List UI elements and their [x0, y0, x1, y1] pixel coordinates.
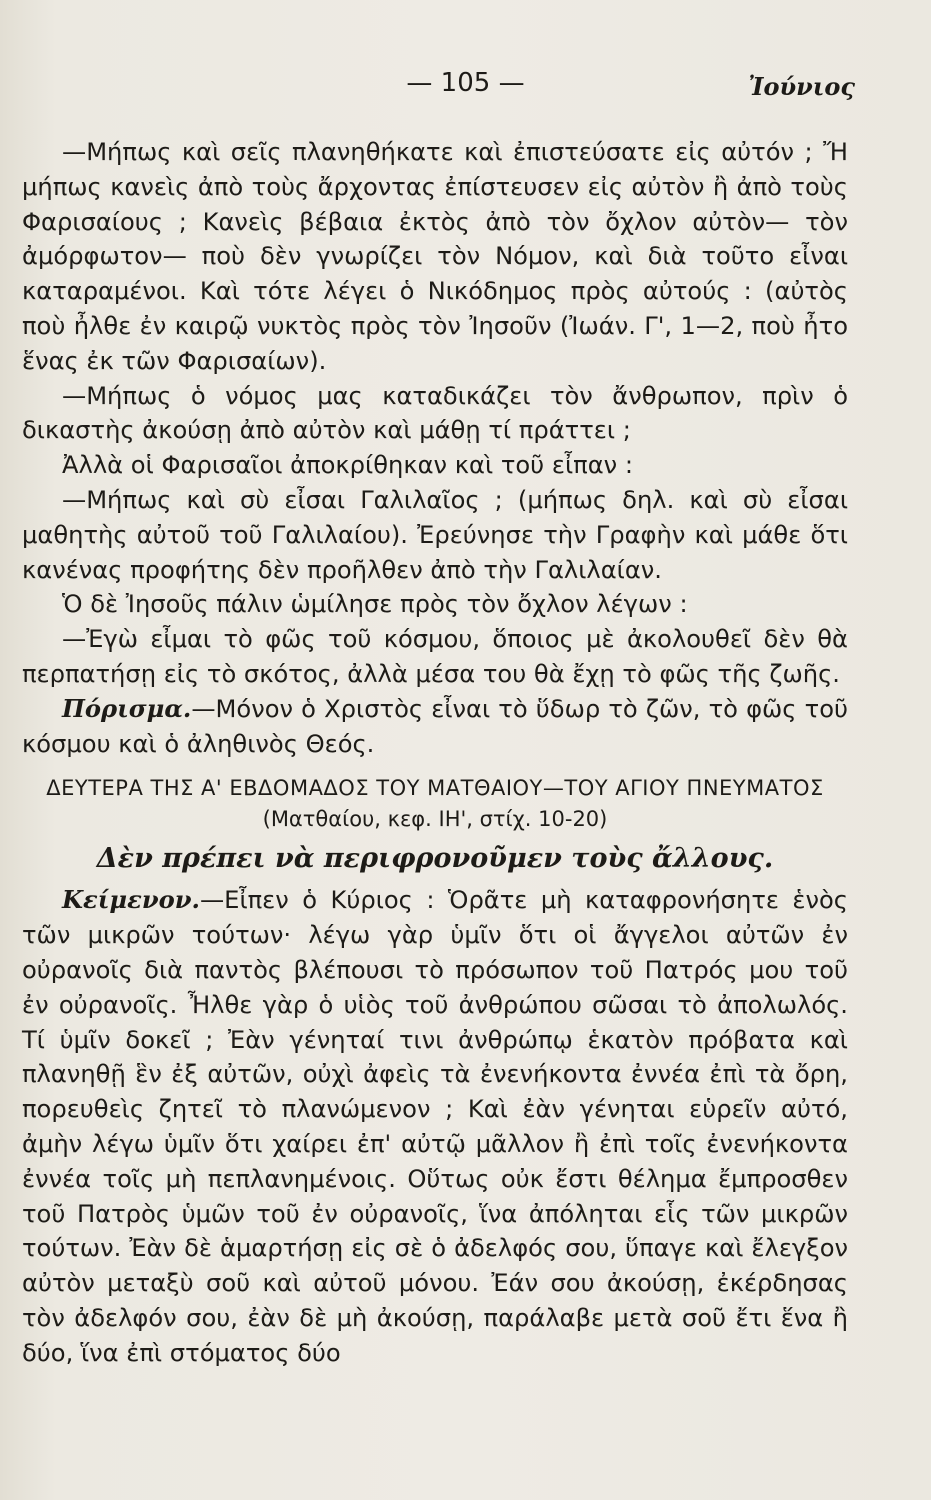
paragraph-3: Ἀλλὰ οἱ Φαρισαῖοι ἀποκρίθηκαν καὶ τοῦ εἶπαν : [62, 451, 633, 480]
keimenon-label: Κείμενον. [62, 885, 200, 915]
section-title: ΔΕΥΤΕΡΑ ΤΗΣ Α' ΕΒΔΟΜΑΔΟΣ ΤΟΥ ΜΑΤΘΑΙΟΥ—ΤΟΥ ΑΓΙΟΥ ΠΝΕΥΜΑΤΟΣ [46, 776, 824, 801]
paragraph-4: —Μήπως καὶ σὺ εἶσαι Γαλιλαῖος ; (μήπως δηλ. καὶ σὺ εἶσαι μαθητὴς αὐτοῦ τοῦ Γαλιλαίου). Ἐρεύνησε τὴν Γραφὴν καὶ μάθε ὅτι κανένας προφήτης δὲν προῆλθεν ἀπὸ τὴν Γαλιλαίαν. [22, 485, 848, 584]
paragraph-7 [22, 692, 848, 762]
paragraph-5: Ὁ δὲ Ἰησοῦς πάλιν ὡμίλησε πρὸς τὸν ὄχλον λέγων : [62, 590, 688, 619]
page-number: — 105 — [406, 68, 525, 98]
paragraph-8 [22, 883, 848, 1370]
running-head: Ἰούνιος [748, 72, 855, 101]
paragraph-7-text: —Μόνον ὁ Χριστὸς εἶναι τὸ ὕδωρ τὸ ζῶν, τὸ φῶς τοῦ κόσμου καὶ ὁ ἀληθινὸς Θεός. [22, 694, 848, 758]
porisma-label: Πόρισμα. [62, 693, 192, 723]
page-body [22, 135, 848, 1371]
paragraph-8-text: —Εἶπεν ὁ Κύριος : Ὁρᾶτε μὴ καταφρονήσητε ἑνὸς τῶν μικρῶν τούτων· λέγω γὰρ ὑμῖν ὅτι οἱ ἄγγελοι αὐτῶν ἐν οὐρανοῖς διὰ παντὸς βλέπουσι τὸ πρόσωπον τοῦ Πατρός μου τοῦ ἐν οὐρανοῖς. Ἦλθε γὰρ ὁ υἱὸς τοῦ ἀνθρώπου σῶσαι τὸ ἀπολωλός. Τί ὑμῖν δοκεῖ ; Ἐὰν γένηταί τινι ἀνθρώπῳ ἑκατὸν πρόβατα καὶ πλανηθῇ ἓν ἐξ αὐτῶν, οὐχὶ ἀφεὶς τὰ ἐνενήκοντα ἐννέα ἐπὶ τὰ ὄρη, πορευθεὶς ζητεῖ τὸ πλανώμενον ; Καὶ ἐὰν γένηται εὑρεῖν αὐτό, ἀμὴν λέγω ὑμῖν ὅτι χαίρει ἐπ' αὐτῷ μᾶλλον ἢ ἐπὶ τοῖς ἐνενήκοντα ἐννέα τοῖς μὴ πεπλανημένοις. Οὕτως οὐκ ἔστι θέλημα ἔμπροσθεν τοῦ Πατρὸς ὑμῶν τοῦ ἐν οὐρανοῖς, ἵνα ἀπόληται εἷς τῶν μικρῶν τούτων. Ἐὰν δὲ ἁμαρτήσῃ εἰς σὲ ὁ ἀδελφός σου, ὕπαγε καὶ ἔλεγξον αὐτὸν μεταξὺ σοῦ καὶ αὐτοῦ μόνου. Ἐάν σου ἀκούσῃ, ἐκέρδησας τὸν ἀδελφόν σου, ἐὰν δὲ μὴ ἀκούσῃ, παράλαβε μετὰ σοῦ ἔτι ἕνα ἢ δύο, ἵνα ἐπὶ στόματος δύο [22, 886, 848, 1367]
page-header [0, 68, 931, 104]
paragraph-2: —Μήπως ὁ νόμος μας καταδικάζει τὸν ἄνθρωπον, πρὶν ὁ δικαστὴς ἀκούσῃ ἀπὸ αὐτὸν καὶ μάθῃ τί πράττει ; [22, 381, 848, 445]
paragraph-6: —Ἐγὼ εἶμαι τὸ φῶς τοῦ κόσμου, ὅποιος μὲ ἀκολουθεῖ δὲν θὰ περπατήσῃ εἰς τὸ σκότος, ἀλλὰ μέσα του θὰ ἔχῃ τὸ φῶς τῆς ζωῆς. [22, 625, 848, 688]
section-reference: (Ματθαίου, κεφ. ΙΗ', στίχ. 10-20) [262, 807, 608, 832]
paragraph-1: —Μήπως καὶ σεῖς πλανηθήκατε καὶ ἐπιστεύσατε εἰς αὐτόν ; Ἤ μήπως κανεὶς ἀπὸ τοὺς ἄρχοντας ἐπίστευσεν εἰς αὐτὸν ἢ ἀπὸ τοὺς Φαρισαίους ; Κανεὶς βέβαια ἐκτὸς ἀπὸ τὸν ὄχλον αὐτὸν— τὸν ἀμόρφωτον— ποὺ δὲν γνωρίζει τὸν Νόμον, καὶ διὰ τοῦτο εἶναι καταραμένοι. Καὶ τότε λέγει ὁ Νικόδημος πρὸς αὐτούς : (αὐτὸς ποὺ ἦλθε ἐν καιρῷ νυκτὸς πρὸς τὸν Ἰησοῦν (Ἰωάν. Γ', 1—2, ποὺ ἦτο ἕνας ἐκ τῶν Φαρισαίων). [22, 138, 848, 375]
sub-heading: Δὲν πρέπει νὰ περιφρονοῦμεν τοὺς ἄλλους. [96, 843, 774, 875]
